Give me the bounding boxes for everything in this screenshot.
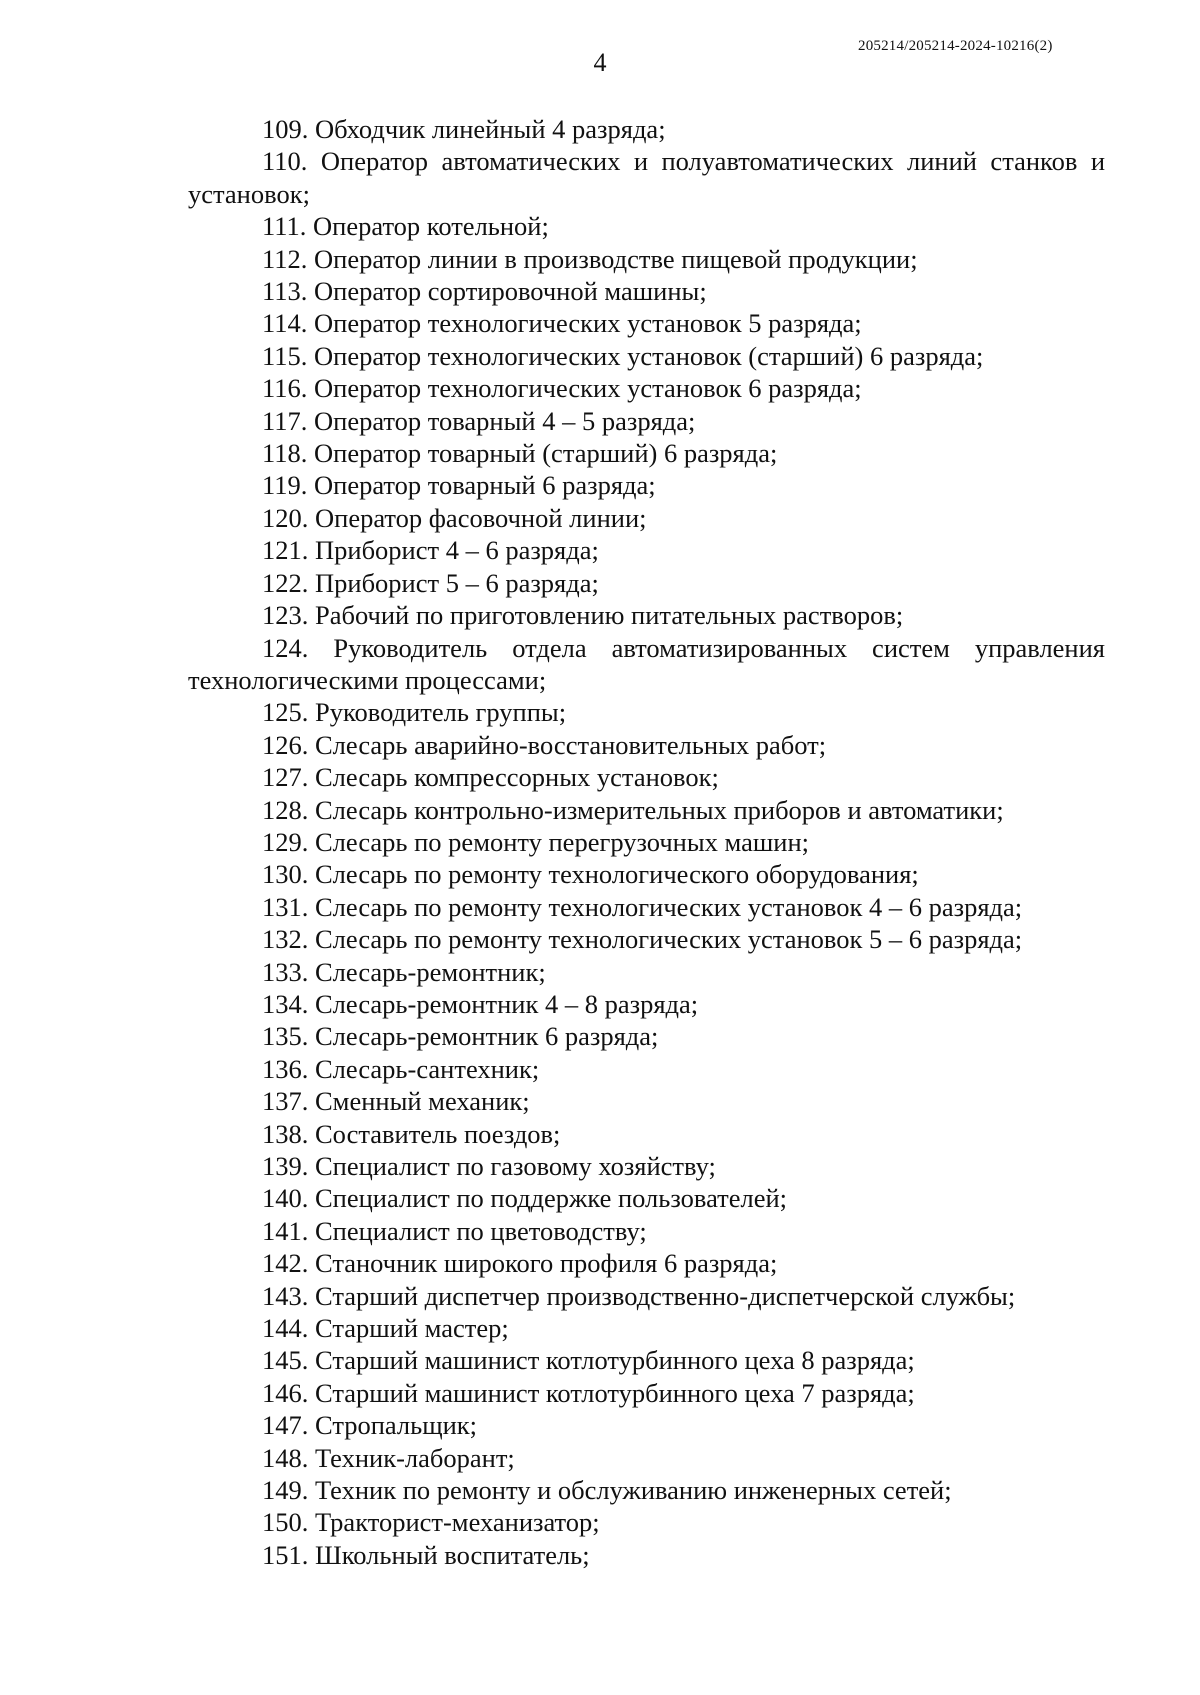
list-item: 149. Техник по ремонту и обслуживанию инженерных сетей; <box>262 1475 952 1506</box>
list-item: 140. Специалист по поддержке пользователей; <box>262 1183 788 1214</box>
document-id: 205214/205214-2024-10216(2) <box>858 38 1053 54</box>
profession-list <box>188 113 1105 1571</box>
list-item: 118. Оператор товарный (старший) 6 разряда; <box>262 438 778 469</box>
list-item: 148. Техник-лаборант; <box>262 1442 515 1473</box>
list-item: 136. Слесарь-сантехник; <box>262 1053 540 1084</box>
list-item: 112. Оператор линии в производстве пищевой продукции; <box>262 243 918 274</box>
list-item: 114. Оператор технологических установок 5 разряда; <box>262 308 862 339</box>
list-item: 151. Школьный воспитатель; <box>262 1539 590 1570</box>
list-item: 115. Оператор технологических установок (старший) 6 разряда; <box>262 340 984 371</box>
list-item: 130. Слесарь по ремонту технологического оборудования; <box>262 859 919 890</box>
list-item: 119. Оператор товарный 6 разряда; <box>262 470 656 501</box>
list-item: 111. Оператор котельной; <box>262 211 549 242</box>
list-item: 127. Слесарь компрессорных установок; <box>262 762 719 793</box>
list-item: 121. Приборист 4 – 6 разряда; <box>262 535 599 566</box>
list-item: 145. Старший машинист котлотурбинного цеха 8 разряда; <box>262 1345 915 1376</box>
list-item: 133. Слесарь-ремонтник; <box>262 956 546 987</box>
list-item: 116. Оператор технологических установок 6 разряда; <box>262 373 862 404</box>
list-item: 113. Оператор сортировочной машины; <box>262 276 707 307</box>
list-item: 150. Тракторист-механизатор; <box>262 1507 600 1538</box>
list-item: 139. Специалист по газовому хозяйству; <box>262 1151 716 1181</box>
list-item: 142. Станочник широкого профиля 6 разряда; <box>262 1248 778 1279</box>
list-item: 138. Составитель поездов; <box>262 1118 561 1149</box>
list-item: 137. Сменный механик; <box>262 1086 530 1117</box>
list-item: 143. Старший диспетчер производственно-диспетчерской службы; <box>262 1280 1016 1311</box>
list-item: 135. Слесарь-ремонтник 6 разряда; <box>262 1021 659 1052</box>
list-item: 129. Слесарь по ремонту перегрузочных машин; <box>262 826 810 857</box>
list-item: 141. Специалист по цветоводству; <box>262 1215 647 1246</box>
list-item: 109. Обходчик линейный 4 разряда; <box>262 114 666 144</box>
list-item: 123. Рабочий по приготовлению питательных растворов; <box>262 600 904 631</box>
list-item: 147. Стропальщик; <box>262 1410 478 1441</box>
list-item: 120. Оператор фасовочной линии; <box>262 502 647 533</box>
list-item: 110. Оператор автоматических и полуавтоматических линий станков и установок; <box>188 146 1105 209</box>
list-item: 131. Слесарь по ремонту технологических установок 4 – 6 разряда; <box>262 891 1023 922</box>
page-number: 4 <box>593 48 607 77</box>
list-item: 117. Оператор товарный 4 – 5 разряда; <box>262 405 696 436</box>
list-item: 125. Руководитель группы; <box>262 697 567 728</box>
list-item: 134. Слесарь-ремонтник 4 – 8 разряда; <box>262 988 699 1019</box>
list-item: 128. Слесарь контрольно-измерительных приборов и автоматики; <box>262 794 1004 825</box>
list-item: 122. Приборист 5 – 6 разряда; <box>262 567 599 598</box>
list-item: 124. Руководитель отдела автоматизированных систем управления технологическими процессами; <box>188 632 1105 695</box>
list-item: 126. Слесарь аварийно-восстановительных работ; <box>262 729 827 760</box>
list-item: 144. Старший мастер; <box>262 1313 509 1344</box>
list-item: 132. Слесарь по ремонту технологических установок 5 – 6 разряда; <box>262 924 1023 955</box>
list-item: 146. Старший машинист котлотурбинного цеха 7 разряда; <box>262 1377 915 1408</box>
